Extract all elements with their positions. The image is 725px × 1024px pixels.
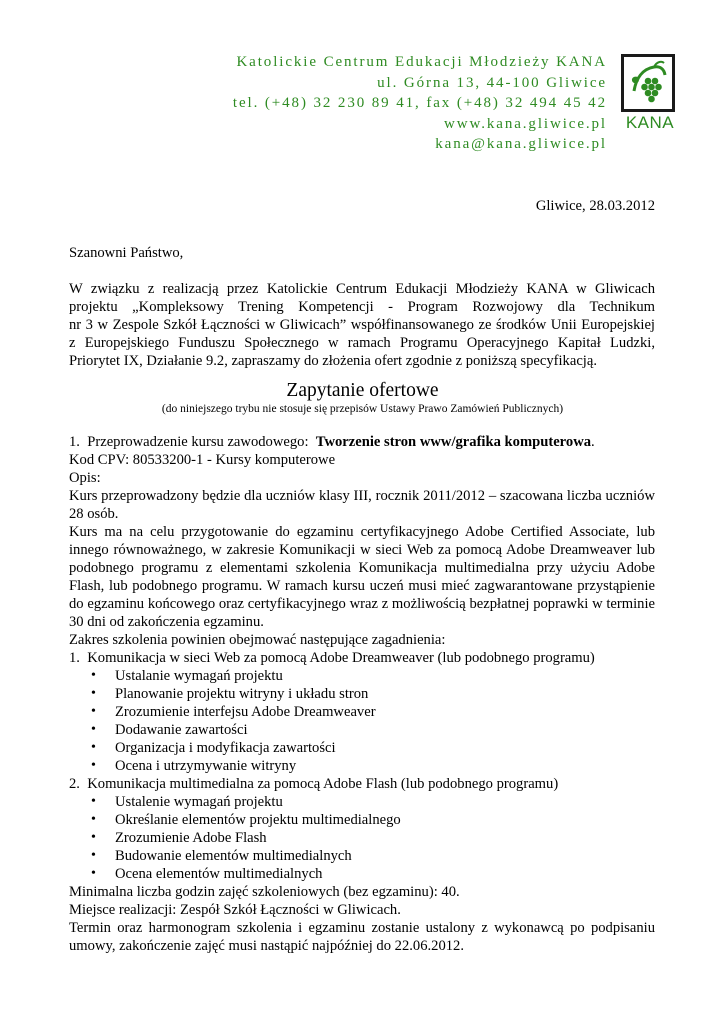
intro-line: z Europejskiego Funduszu Społecznego w ramach Programu Operacyjnego Kapitał Ludzki, [69,335,655,351]
kurs-paragraph-2 [69,523,655,631]
intro-line: W związku z realizacją przez Katolickie Centrum Edukacji Młodzieży KANA w Gliwicach [69,281,655,297]
intro-line: nr 3 w Zespole Szkół Łączności w Gliwicach” współfinansowanego ze środków Unii Europejskiej [69,317,655,333]
list-item: • Zrozumienie Adobe Flash [69,829,655,847]
list-item: • Ocena elementów multimedialnych [69,865,655,883]
letter-date: Gliwice, 28.03.2012 [535,198,655,214]
termin-paragraph [69,919,655,955]
item-1 [69,433,655,451]
section-2-heading: 2. Komunikacja multimedialna za pomocą Adobe Flash (lub podobnego programu) [69,776,559,792]
cpv-code: Kod CPV: 80533200-1 - Kursy komputerowe [69,452,336,468]
kurs-line: innego równoważnego, w zakresie Komunikacji w sieci Web za pomocą Adobe Dreamweaver lub [69,542,655,558]
kurs-paragraph-1 [69,487,655,523]
letterhead [233,52,607,155]
kurs-line: Kurs przeprowadzony będzie dla uczniów klasy III, rocznik 2011/2012 – szacowana liczba uczniów [69,488,655,504]
item-1-course-name: Tworzenie stron www/grafika komputerowa [315,434,592,450]
kurs-line: 28 osób. [69,506,119,522]
list-item: • Planowanie projektu witryny i układu stron [69,685,655,703]
item-1-prefix: 1. Przeprowadzenie kursu zawodowego: [69,434,316,450]
section-1-list [69,667,655,775]
list-item: • Ustalenie wymagań projektu [69,793,655,811]
list-item: • Ocena i utrzymywanie witryny [69,757,655,775]
item-1-suffix: . [591,434,595,450]
document-subtitle: (do niniejszego trybu nie stosuje się przepisów Ustawy Prawo Zamówień Publicznych) [161,403,564,415]
grape-vine-icon [624,57,672,109]
section-2-list [69,793,655,883]
org-address: ul. Górna 13, 44-100 Gliwice [377,74,607,91]
kurs-line: Flash, lub podobnego programu. W ramach kursu uczeń musi mieć zagwarantowane przystąpienie [69,578,655,594]
org-email: kana@kana.gliwice.pl [435,136,607,152]
logo-frame [621,54,675,112]
logo-text: KANA [625,113,675,132]
zakres-intro: Zakres szkolenia powinien obejmować następujące zagadnienia: [69,632,446,648]
org-phones: tel. (+48) 32 230 89 41, fax (+48) 32 494 45 42 [232,95,607,111]
list-item: • Budowanie elementów multimedialnych [69,847,655,865]
termin-line: Termin oraz harmonogram szkolenia i egzaminu zostanie ustalony z wykonawcą po podpisaniu [69,920,655,936]
kurs-line: Kurs ma na celu przygotowanie do egzaminu certyfikacyjnego Adobe Certified Associate, lub [69,524,655,540]
opis-label: Opis: [69,470,101,486]
document-title: Zapytanie ofertowe [286,380,439,401]
intro-line: projektu „Kompleksowy Trening Kompetencji - Program Rozwojowy dla Technikum [69,299,655,315]
list-item: • Ustalanie wymagań projektu [69,667,655,685]
section-1 [69,649,655,775]
org-website: www.kana.gliwice.pl [443,115,607,132]
kurs-line: podobnego programu z elementami szkolenia Komunikacja multimedialna przy użyciu Adobe [69,560,655,576]
kurs-line: 30 dni od zakończenia egzaminu. [69,614,264,630]
intro-line: Priorytet IX, Działanie 9.2, zapraszamy do złożenia ofert zgodnie z poniższą specyfikacją. [69,353,597,369]
realization-place: Miejsce realizacji: Zespół Szkół Łączności w Gliwicach. [69,902,401,918]
list-item: • Dodawanie zawartości [69,721,655,739]
kurs-line: do egzaminu końcowego oraz certyfikacyjnego wraz z możliwością bezpłatnej poprawki w terminie [69,596,655,612]
org-name: Katolickie Centrum Edukacji Młodzieży KANA [236,54,607,70]
section-1-heading: 1. Komunikacja w sieci Web za pomocą Adobe Dreamweaver (lub podobnego programu) [69,650,595,666]
list-item: • Organizacja i modyfikacja zawartości [69,739,655,757]
kana-logo [619,54,681,133]
list-item: • Zrozumienie interfejsu Adobe Dreamweaver [69,703,655,721]
list-item: • Określanie elementów projektu multimedialnego [69,811,655,829]
section-2 [69,775,655,883]
min-hours: Minimalna liczba godzin zajęć szkoleniowych (bez egzaminu): 40. [69,884,460,900]
intro-paragraph [69,280,655,370]
greeting: Szanowni Państwo, [69,245,184,261]
termin-line: umowy, zakończenie zajęć musi nastąpić najpóźniej do 22.06.2012. [69,938,464,954]
